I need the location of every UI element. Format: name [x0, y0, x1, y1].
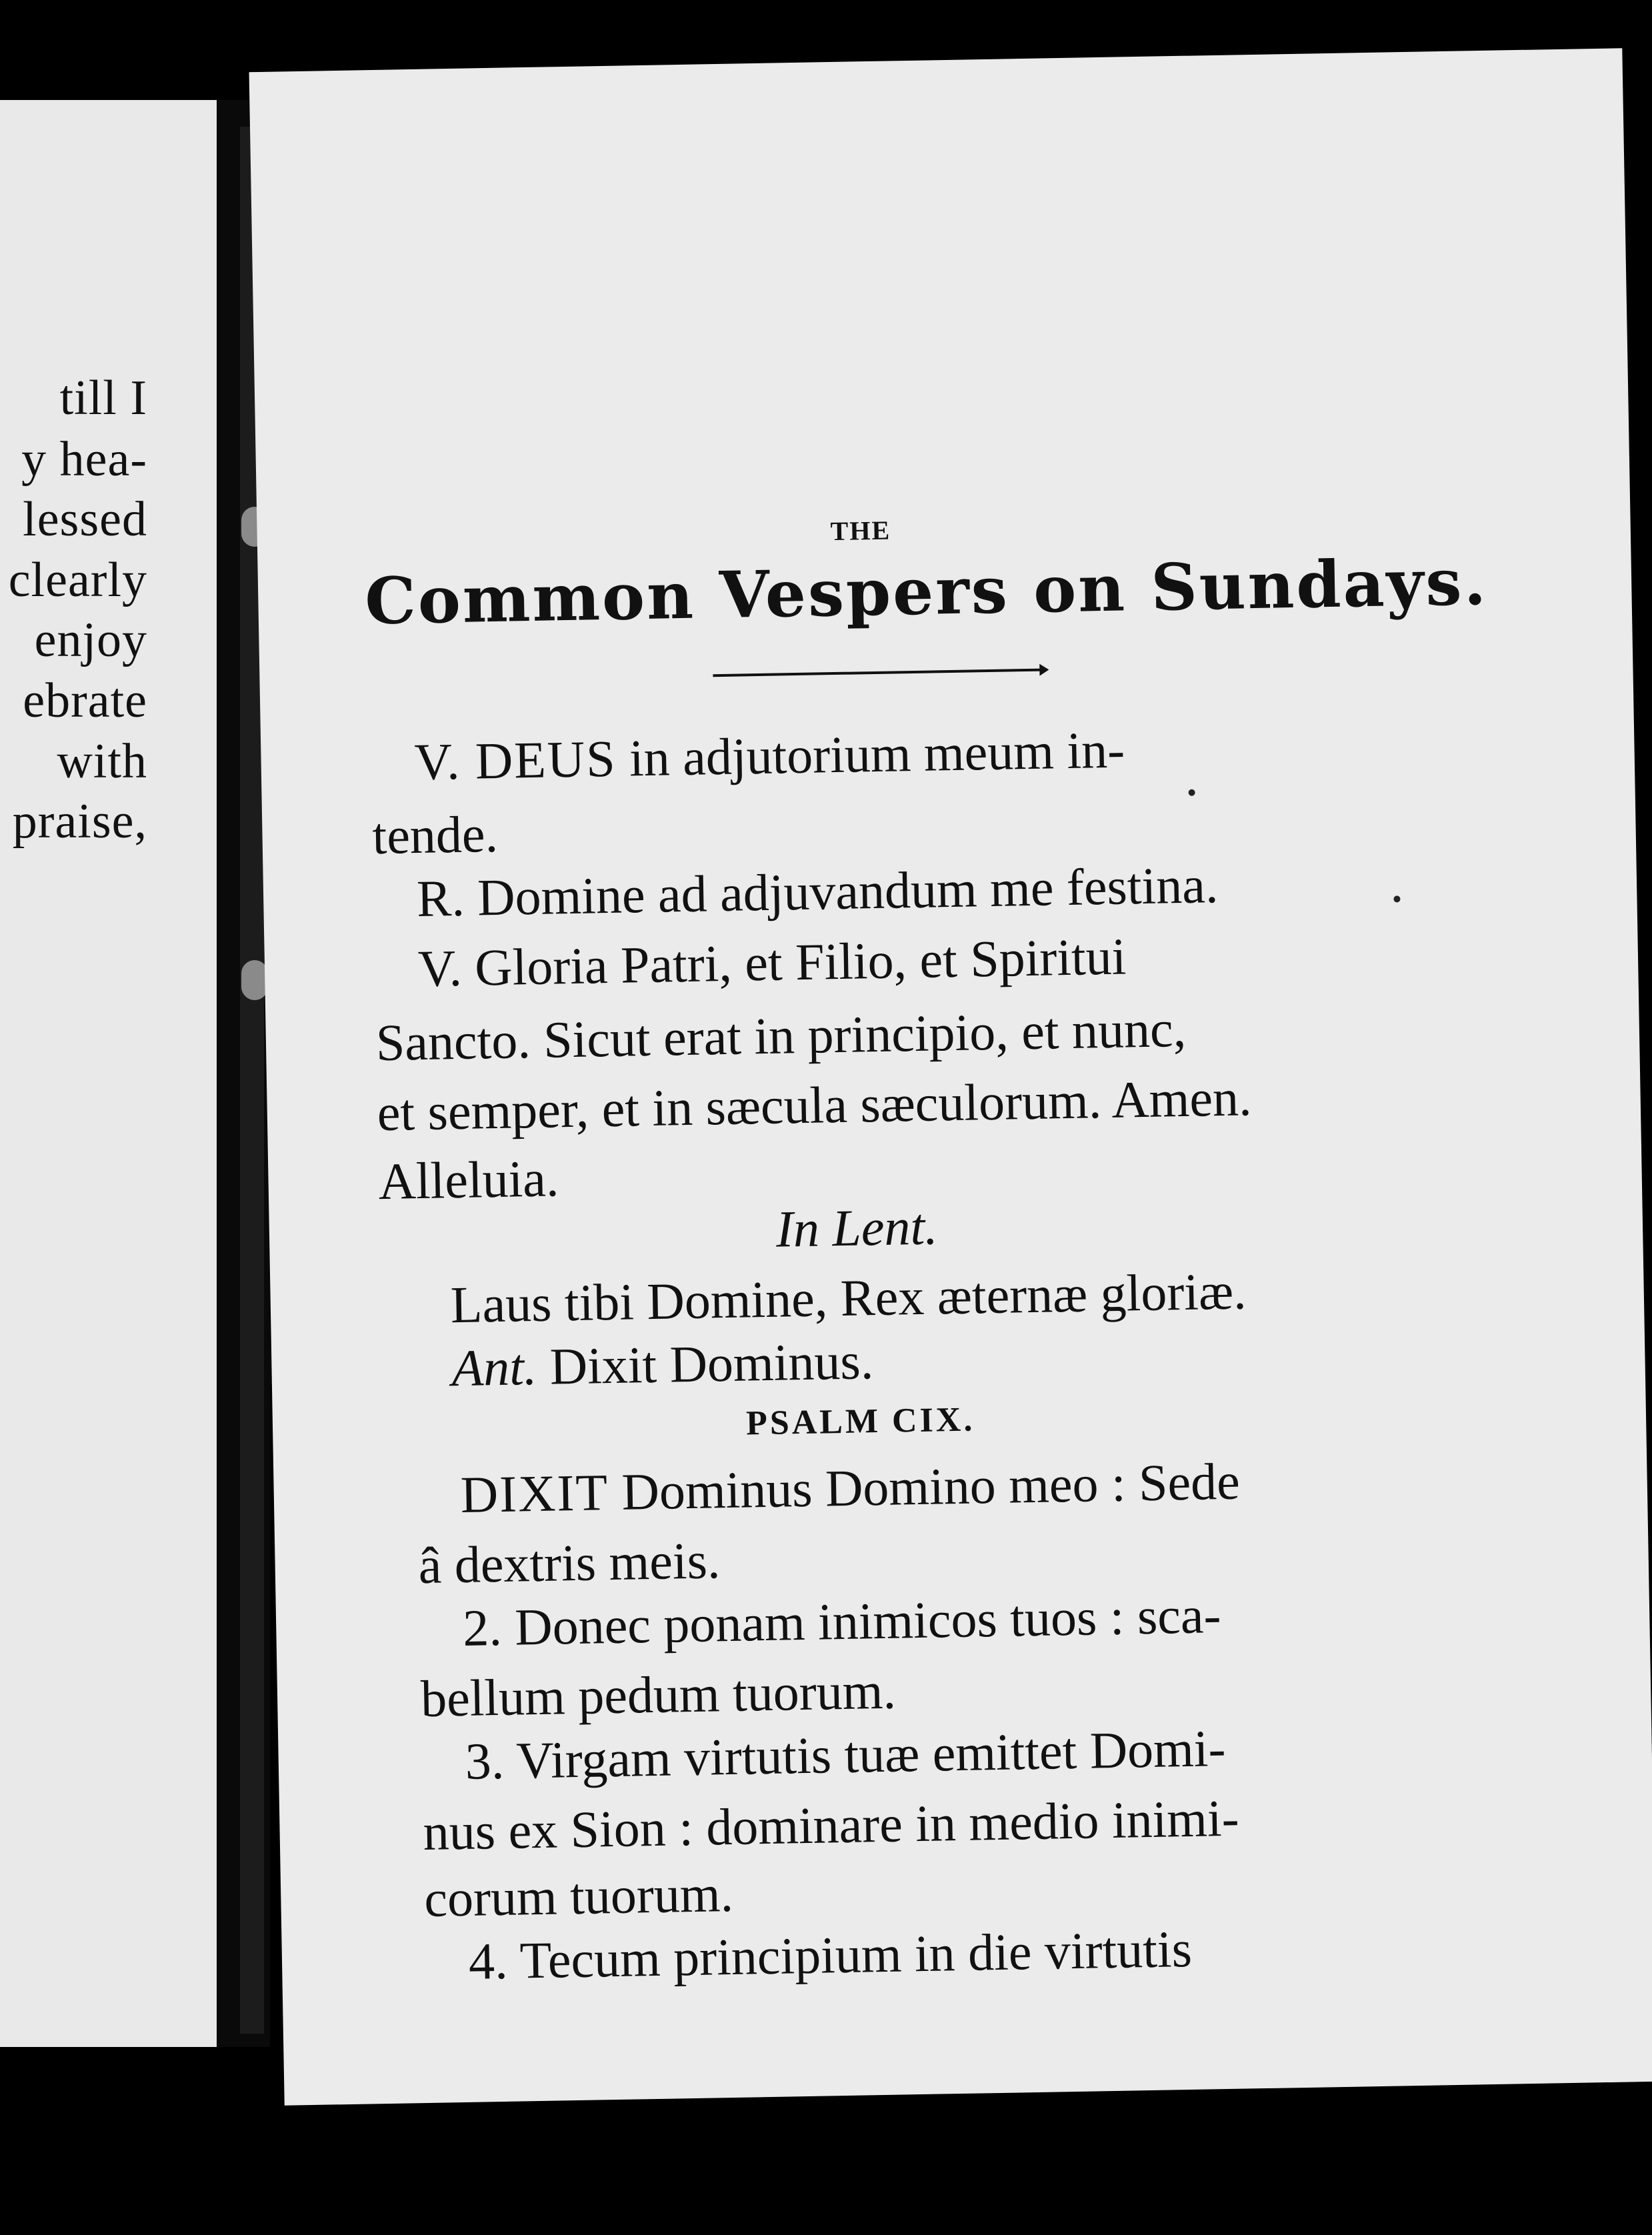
versicle-line: et semper, et in sæcula sæculorum. Amen.: [377, 1068, 1253, 1142]
psalm-text: Dominus Domino meo : Sede: [608, 1452, 1241, 1522]
antiphon-text: Dixit Dominus.: [536, 1332, 874, 1396]
versicle-prefix: V. DEUS: [413, 729, 617, 791]
lent-heading: In Lent.: [775, 1197, 939, 1258]
versicle-line: V. Gloria Patri, et Filio, et Spiritui: [417, 927, 1127, 997]
lent-text: Laus tibi Domine, Rex æternæ gloriæ.: [450, 1262, 1247, 1334]
psalm-verse: 2. Donec ponam inimicos tuos : sca-: [462, 1586, 1222, 1657]
left-line-4: clearly: [8, 553, 147, 607]
page-title: Common Vespers on Sundays.: [364, 543, 1489, 639]
left-line-5: enjoy: [34, 613, 147, 667]
left-line-6: ebrate: [23, 673, 147, 728]
psalm-heading: PSALM CIX.: [745, 1400, 975, 1443]
psalm-line: â dextris meis.: [417, 1531, 721, 1595]
psalm-verse: 4. Tecum principium in die virtutis: [468, 1919, 1193, 1990]
book-page: [249, 48, 1652, 2105]
psalm-line: corum tuorum.: [423, 1864, 734, 1928]
ink-speck: [1189, 789, 1195, 796]
antiphon-line: [451, 1332, 874, 1398]
psalm-line: bellum pedum tuorum.: [420, 1661, 897, 1728]
versicle-line: tende.: [371, 804, 499, 865]
versicle-line: [413, 720, 1125, 791]
left-line-3: lessed: [23, 492, 147, 547]
psalm-line: nus ex Sion : dominare in medio inimi-: [422, 1788, 1240, 1862]
versicle-line: Sancto. Sicut erat in principio, et nunc,: [375, 999, 1187, 1072]
left-line-1: till I: [59, 371, 147, 425]
title-prefix: THE: [830, 515, 891, 547]
versicle-line: Alleluia.: [377, 1149, 560, 1211]
title-rule: [713, 668, 1046, 677]
title-rule-tip: [1039, 663, 1049, 675]
response-line: R. Domine ad adjuvandum me festina.: [416, 855, 1219, 927]
left-line-2: y hea-: [21, 432, 147, 487]
ink-speck: [1393, 895, 1400, 902]
versicle-text: in adjutorium meum in-: [615, 720, 1125, 787]
psalm-line: [460, 1452, 1241, 1524]
left-line-8: praise,: [12, 794, 147, 849]
psalm-initial: DIXIT: [460, 1463, 609, 1524]
antiphon-label: Ant.: [451, 1337, 538, 1398]
left-line-7: with: [57, 734, 147, 789]
psalm-verse: 3. Virgam virtutis tuæ emittet Domi-: [465, 1719, 1227, 1790]
left-page-fragment: [0, 100, 217, 2047]
